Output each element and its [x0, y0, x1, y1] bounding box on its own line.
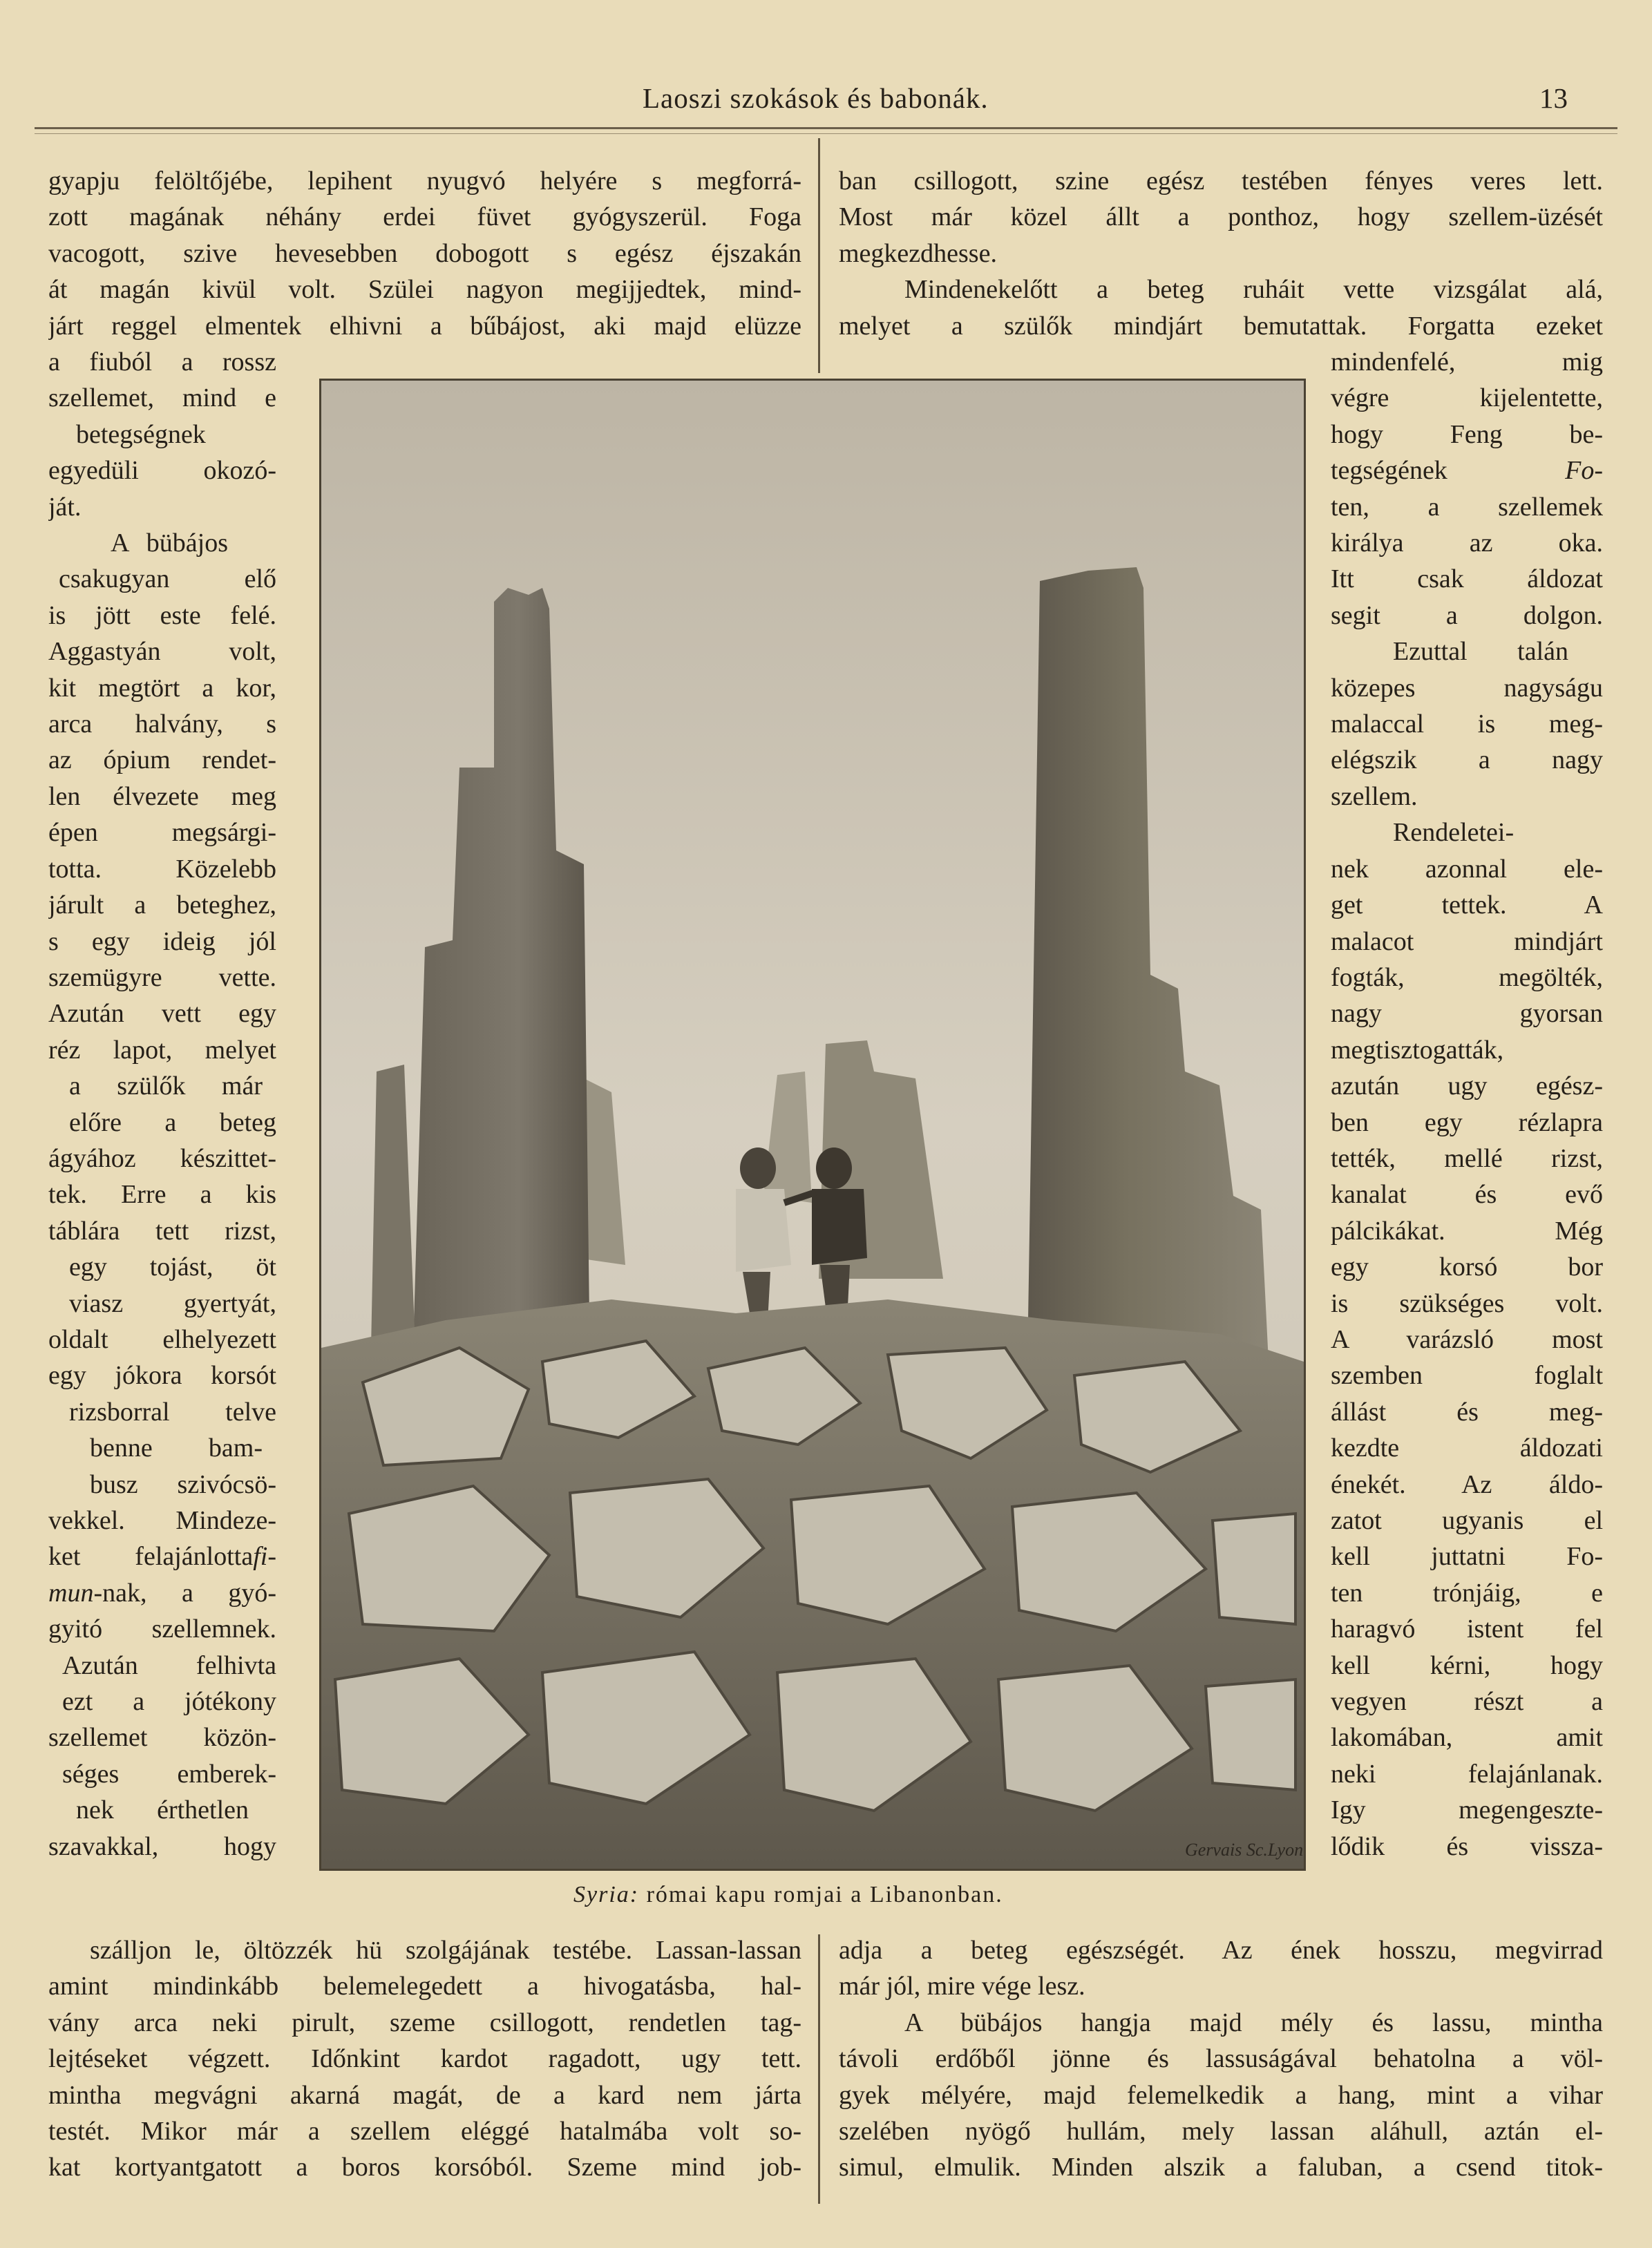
top-left-column [48, 163, 801, 344]
photograph-ruins [319, 379, 1306, 1871]
text-line: tek. Erre a kis [48, 1180, 276, 1210]
text-line: segit a dolgon. [1331, 600, 1603, 630]
text-line: simul, elmulik. Minden alszik a faluban, a csend titok- [839, 2153, 1603, 2182]
italic-word: Fo- [1565, 456, 1603, 486]
bottom-right-column [839, 1932, 1603, 2186]
text-line: kell kérni, hogy [1331, 1650, 1603, 1680]
text-line: get tettek. A [1331, 890, 1603, 920]
text-line: ban csillogott, szine egész testében fényes veres lett. [839, 166, 1603, 196]
text-line: totta. Közelebb [48, 854, 276, 884]
text-line: is szükséges volt. [1331, 1288, 1603, 1318]
text-line: vány arca neki pirult, szeme csillogott, rendetlen tag- [48, 2008, 801, 2037]
text-line: elégszik a nagy [1331, 745, 1603, 775]
text-line: hogy Feng be- [1331, 419, 1603, 449]
text-line: A bübájos hangja majd mély és lassu, mintha [904, 2008, 1603, 2037]
text-line: lakomában, amit [1331, 1723, 1603, 1753]
text-line: vekkel. Mindeze- [48, 1506, 276, 1535]
text-line: vacogott, szive hevesebben dobogott s egész éjszakán [48, 238, 801, 268]
text-line: ten, a szellemek [1331, 492, 1603, 522]
text-line: szelében nyögő hullám, mely lassan aláhull, aztán el- [839, 2117, 1603, 2146]
text-line: lejtéseket végzett. Időnkint kardot ragadott, ugy tett. [48, 2044, 801, 2074]
text-line: is jött este felé. [48, 600, 276, 630]
column-divider-top [818, 138, 820, 373]
text-line: A bübájos [111, 528, 228, 558]
text-line: azután ugy egész- [1331, 1071, 1603, 1101]
text-line: végre kijelentette, [1331, 383, 1603, 413]
text-line: séges emberek- [62, 1759, 276, 1789]
caption-place: Syria: [573, 1882, 640, 1907]
text-line: szemügyre vette. [48, 962, 276, 992]
text-line [48, 1575, 276, 1611]
text-line: egy korsó bor [1331, 1252, 1603, 1282]
text-line: szemben foglalt [1331, 1361, 1603, 1391]
text-line: fogták, megölték, [1331, 962, 1603, 992]
header-rule [35, 127, 1617, 129]
text-line: épen megsárgi- [48, 818, 276, 848]
column-divider-bottom [818, 1934, 820, 2204]
text-line: szellemet közön- [48, 1723, 276, 1753]
text-line: táblára tett rizst, [48, 1216, 276, 1246]
text-line: lődik és vissza- [1331, 1831, 1603, 1861]
text-line: egy tojást, öt [69, 1252, 276, 1282]
top-right-column [839, 163, 1603, 344]
text-line: Azután vett egy [48, 999, 276, 1029]
text-line: s egy ideig jól [48, 926, 276, 956]
text-line: tették, mellé rizst, [1331, 1143, 1603, 1173]
text-line: kanalat és evő [1331, 1180, 1603, 1210]
text-line: nek azonnal ele- [1331, 854, 1603, 884]
text-line: réz lapot, melyet [48, 1035, 276, 1065]
text-line: egyedüli okozó- [48, 456, 276, 486]
text-line: viasz gyertyát, [69, 1288, 276, 1318]
text-line: malaccal is meg- [1331, 709, 1603, 739]
text-line: szavakkal, hogy [48, 1831, 276, 1861]
italic-word: fi- [253, 1542, 276, 1572]
text-line: járult a beteghez, [48, 890, 276, 920]
photo-illustration [321, 381, 1304, 1869]
text-line: benne bam- [90, 1433, 263, 1463]
text-line: Igy megengeszte- [1331, 1795, 1603, 1825]
text-line: a szülők már [69, 1071, 263, 1101]
text-fragment: -nak, a gyó- [93, 1578, 276, 1608]
right-narrow-column [1331, 344, 1603, 1865]
text-line: malacot mindjárt [1331, 926, 1603, 956]
text-line: csakugyan elő [59, 564, 276, 594]
text-line: melyet a szülők mindjárt bemutattak. Forgatta ezeket [839, 311, 1603, 341]
text-line: nek érthetlen [76, 1795, 249, 1825]
text-line: királya az oka. [1331, 528, 1603, 558]
text-line: Azután felhivta [62, 1650, 276, 1680]
text-line: pálcikákat. Még [1331, 1216, 1603, 1246]
caption-text: római kapu romjai a Libanonban. [646, 1882, 1003, 1907]
header-rule-thin [35, 133, 1617, 134]
text-line: Mindenekelőtt a beteg ruháit vette vizsgálat alá, [904, 275, 1603, 305]
text-line: Itt csak áldozat [1331, 564, 1603, 594]
text-line: már jól, mire vége lesz. [839, 1972, 1085, 2001]
text-line: énekét. Az áldo- [1331, 1469, 1603, 1499]
text-line: ját. [48, 492, 82, 522]
text-line: megtisztogatták, [1331, 1035, 1504, 1065]
photo-credit: Gervais Sc.Lyon [1185, 1840, 1304, 1860]
text-line: A varázsló most [1331, 1324, 1603, 1354]
text-line: ben egy rézlapra [1331, 1107, 1603, 1137]
text-line: arca halvány, s [48, 709, 276, 739]
text-line: gyapju felöltőjébe, lepihent nyugvó helyére s megforrá- [48, 166, 801, 196]
text-line: közepes nagyságu [1331, 673, 1603, 703]
text-line: oldalt elhelyezett [48, 1324, 276, 1354]
text-line: a fiuból a rossz [48, 347, 276, 377]
text-line: állást és meg- [1331, 1397, 1603, 1427]
text-line: zott magának néhány erdei füvet gyógyszerül. Foga [48, 202, 801, 232]
text-line: át magán kivül volt. Szülei nagyon megijjedtek, mind- [48, 275, 801, 305]
text-line: szálljon le, öltözzék hü szolgájának testébe. Lassan-lassan [90, 1936, 801, 1965]
text-fragment: tegségének [1331, 456, 1447, 486]
text-line [1331, 453, 1603, 488]
text-line: Rendeletei- [1393, 818, 1515, 848]
photo-caption [573, 1882, 1003, 1908]
text-line: kell juttatni Fo- [1331, 1542, 1603, 1572]
text-line: vegyen részt a [1331, 1687, 1603, 1717]
page-number: 13 [1539, 82, 1568, 114]
text-line: mindenfelé, mig [1331, 347, 1603, 377]
text-line: amint mindinkább belemelegedett a hivogatásba, hal- [48, 1972, 801, 2001]
text-line: adja a beteg egészségét. Az ének hosszu, megvirrad [839, 1936, 1603, 1965]
text-line: zatot ugyanis el [1331, 1506, 1603, 1535]
text-line: gyitó szellemnek. [48, 1614, 276, 1644]
text-line: ten trónjáig, e [1331, 1578, 1603, 1608]
left-narrow-column [48, 344, 276, 1865]
text-line: kat kortyantgatott a boros korsóból. Szeme mind job- [48, 2153, 801, 2182]
text-line: megkezdhesse. [839, 238, 997, 268]
text-line: Ezuttal talán [1393, 637, 1568, 667]
text-line: haragvó istent fel [1331, 1614, 1603, 1644]
text-line: gyek mélyére, majd felemelkedik a hang, mint a vihar [839, 2080, 1603, 2110]
bottom-left-column [48, 1932, 801, 2186]
text-line: ezt a jótékony [62, 1687, 276, 1717]
text-line: szellemet, mind e [48, 383, 276, 413]
running-header [35, 82, 1617, 123]
text-line [48, 1539, 276, 1574]
text-line: rizsborral telve [69, 1397, 276, 1427]
text-line: az ópium rendet- [48, 745, 276, 775]
italic-word: mun [48, 1578, 94, 1608]
text-line: járt reggel elmentek elhivni a bűbájost, aki majd elüzze [48, 311, 801, 341]
text-line: busz szivócsö- [90, 1469, 276, 1499]
text-line: távoli erdőből jönne és lassuságával behatolna a völ- [839, 2044, 1603, 2074]
text-line: szellem. [1331, 781, 1418, 811]
text-line: Aggastyán volt, [48, 637, 276, 667]
text-line: kezdte áldozati [1331, 1433, 1603, 1463]
text-line: kit megtört a kor, [48, 673, 276, 703]
text-line: Most már közel állt a ponthoz, hogy szellem-üzését [839, 202, 1603, 232]
text-line: nagy gyorsan [1331, 999, 1603, 1029]
running-title: Laoszi szokások és babonák. [643, 82, 989, 114]
rubble-stones [335, 1341, 1295, 1811]
text-line: testét. Mikor már a szellem eléggé hatalmába volt so- [48, 2117, 801, 2146]
text-line: egy jókora korsót [48, 1361, 276, 1391]
text-line: ágyához készittet- [48, 1143, 276, 1173]
text-line: mintha megvágni akarná magát, de a kard nem járta [48, 2080, 801, 2110]
text-fragment: ket felajánlotta [48, 1542, 254, 1572]
text-line: neki felajánlanak. [1331, 1759, 1603, 1789]
text-line: előre a beteg [69, 1107, 276, 1137]
text-line: betegségnek [76, 419, 206, 449]
text-line: len élvezete meg [48, 781, 276, 811]
